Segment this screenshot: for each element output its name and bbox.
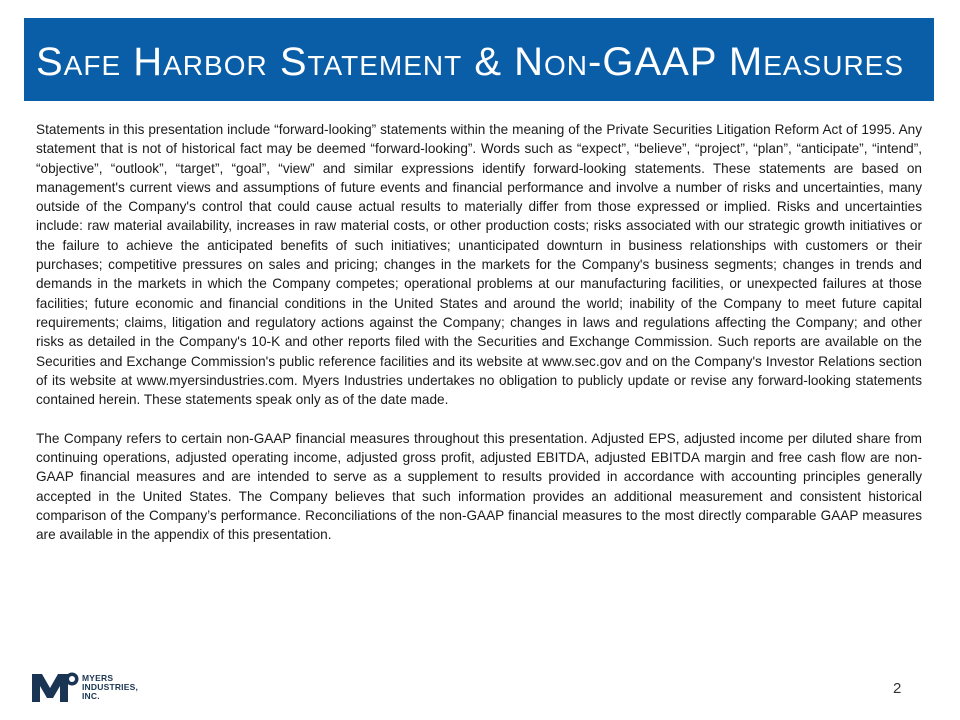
logo-line-2: INDUSTRIES,	[82, 682, 139, 692]
myers-logo-mark-icon	[30, 670, 80, 704]
myers-industries-logo	[30, 670, 145, 704]
page-number: 2	[893, 680, 902, 697]
logo-line-3: INC.	[82, 691, 100, 701]
page-title: Safe Harbor Statement & Non-GAAP Measures	[36, 40, 905, 84]
logo-line-1: MYERS	[82, 673, 114, 683]
logo-wordmark	[82, 674, 138, 701]
non-gaap-paragraph: The Company refers to certain non-GAAP financial measures throughout this presentation. Adjusted EPS, adjusted income per diluted share from continuing operations, adjusted operating income, adjusted gross profit, adjusted EBITDA, adjusted EBITDA margin and free cash flow are non-GAAP financial measures and are intended to serve as a supplement to results provided in accordance with accounting principles generally accepted in the United States. The Company believes that such information provides an additional measurement and consistent historical comparison of the Company’s performance. Reconciliations of the non-GAAP financial measures to the most directly comparable GAAP measures are available in the appendix of this presentation.	[36, 430, 922, 543]
safe-harbor-paragraph: Statements in this presentation include “forward-looking” statements within the meaning of the Private Securities Litigation Reform Act of 1995. Any statement that is not of historical fact may be deemed “forward-looking”. Words such as “expect”, “believe”, “project”, “plan”, “anticipate”, “intend”, “objective”, “outlook”, “target”, “goal”, “view” and similar expressions identify forward-looking statements. These statements are based on management's current views and assumptions of future events and financial performance and involve a number of risks and uncertainties, many outside of the Company's control that could cause actual results to materially differ from those expressed or implied. Risks and uncertainties include: raw material availability, increases in raw material costs, or other production costs; risks associated with our strategic growth initiatives or the failure to achieve the anticipated benefits of such initiatives; unanticipated downturn in business relationships with customers or their purchases; competitive pressures on sales and pricing; changes in the markets for the Company's business segments; changes in trends and demands in the markets in which the Company competes; operational problems at our manufacturing facilities, or unexpected failures at those facilities; future economic and financial conditions in the United States and around the world; inability of the Company to meet future capital requirements; claims, litigation and regulatory actions against the Company; changes in laws and regulations affecting the Company; and other risks as detailed in the Company's 10-K and other reports filed with the Securities and Exchange Commission. Such reports are available on the Securities and Exchange Commission's public reference facilities and its website at www.sec.gov and on the Company's Investor Relations section of its website at www.myersindustries.com. Myers Industries undertakes no obligation to publicly update or revise any forward-looking statements contained herein. These statements speak only as of the date made.	[36, 122, 922, 408]
title-banner	[24, 18, 934, 101]
body-content	[36, 120, 922, 564]
